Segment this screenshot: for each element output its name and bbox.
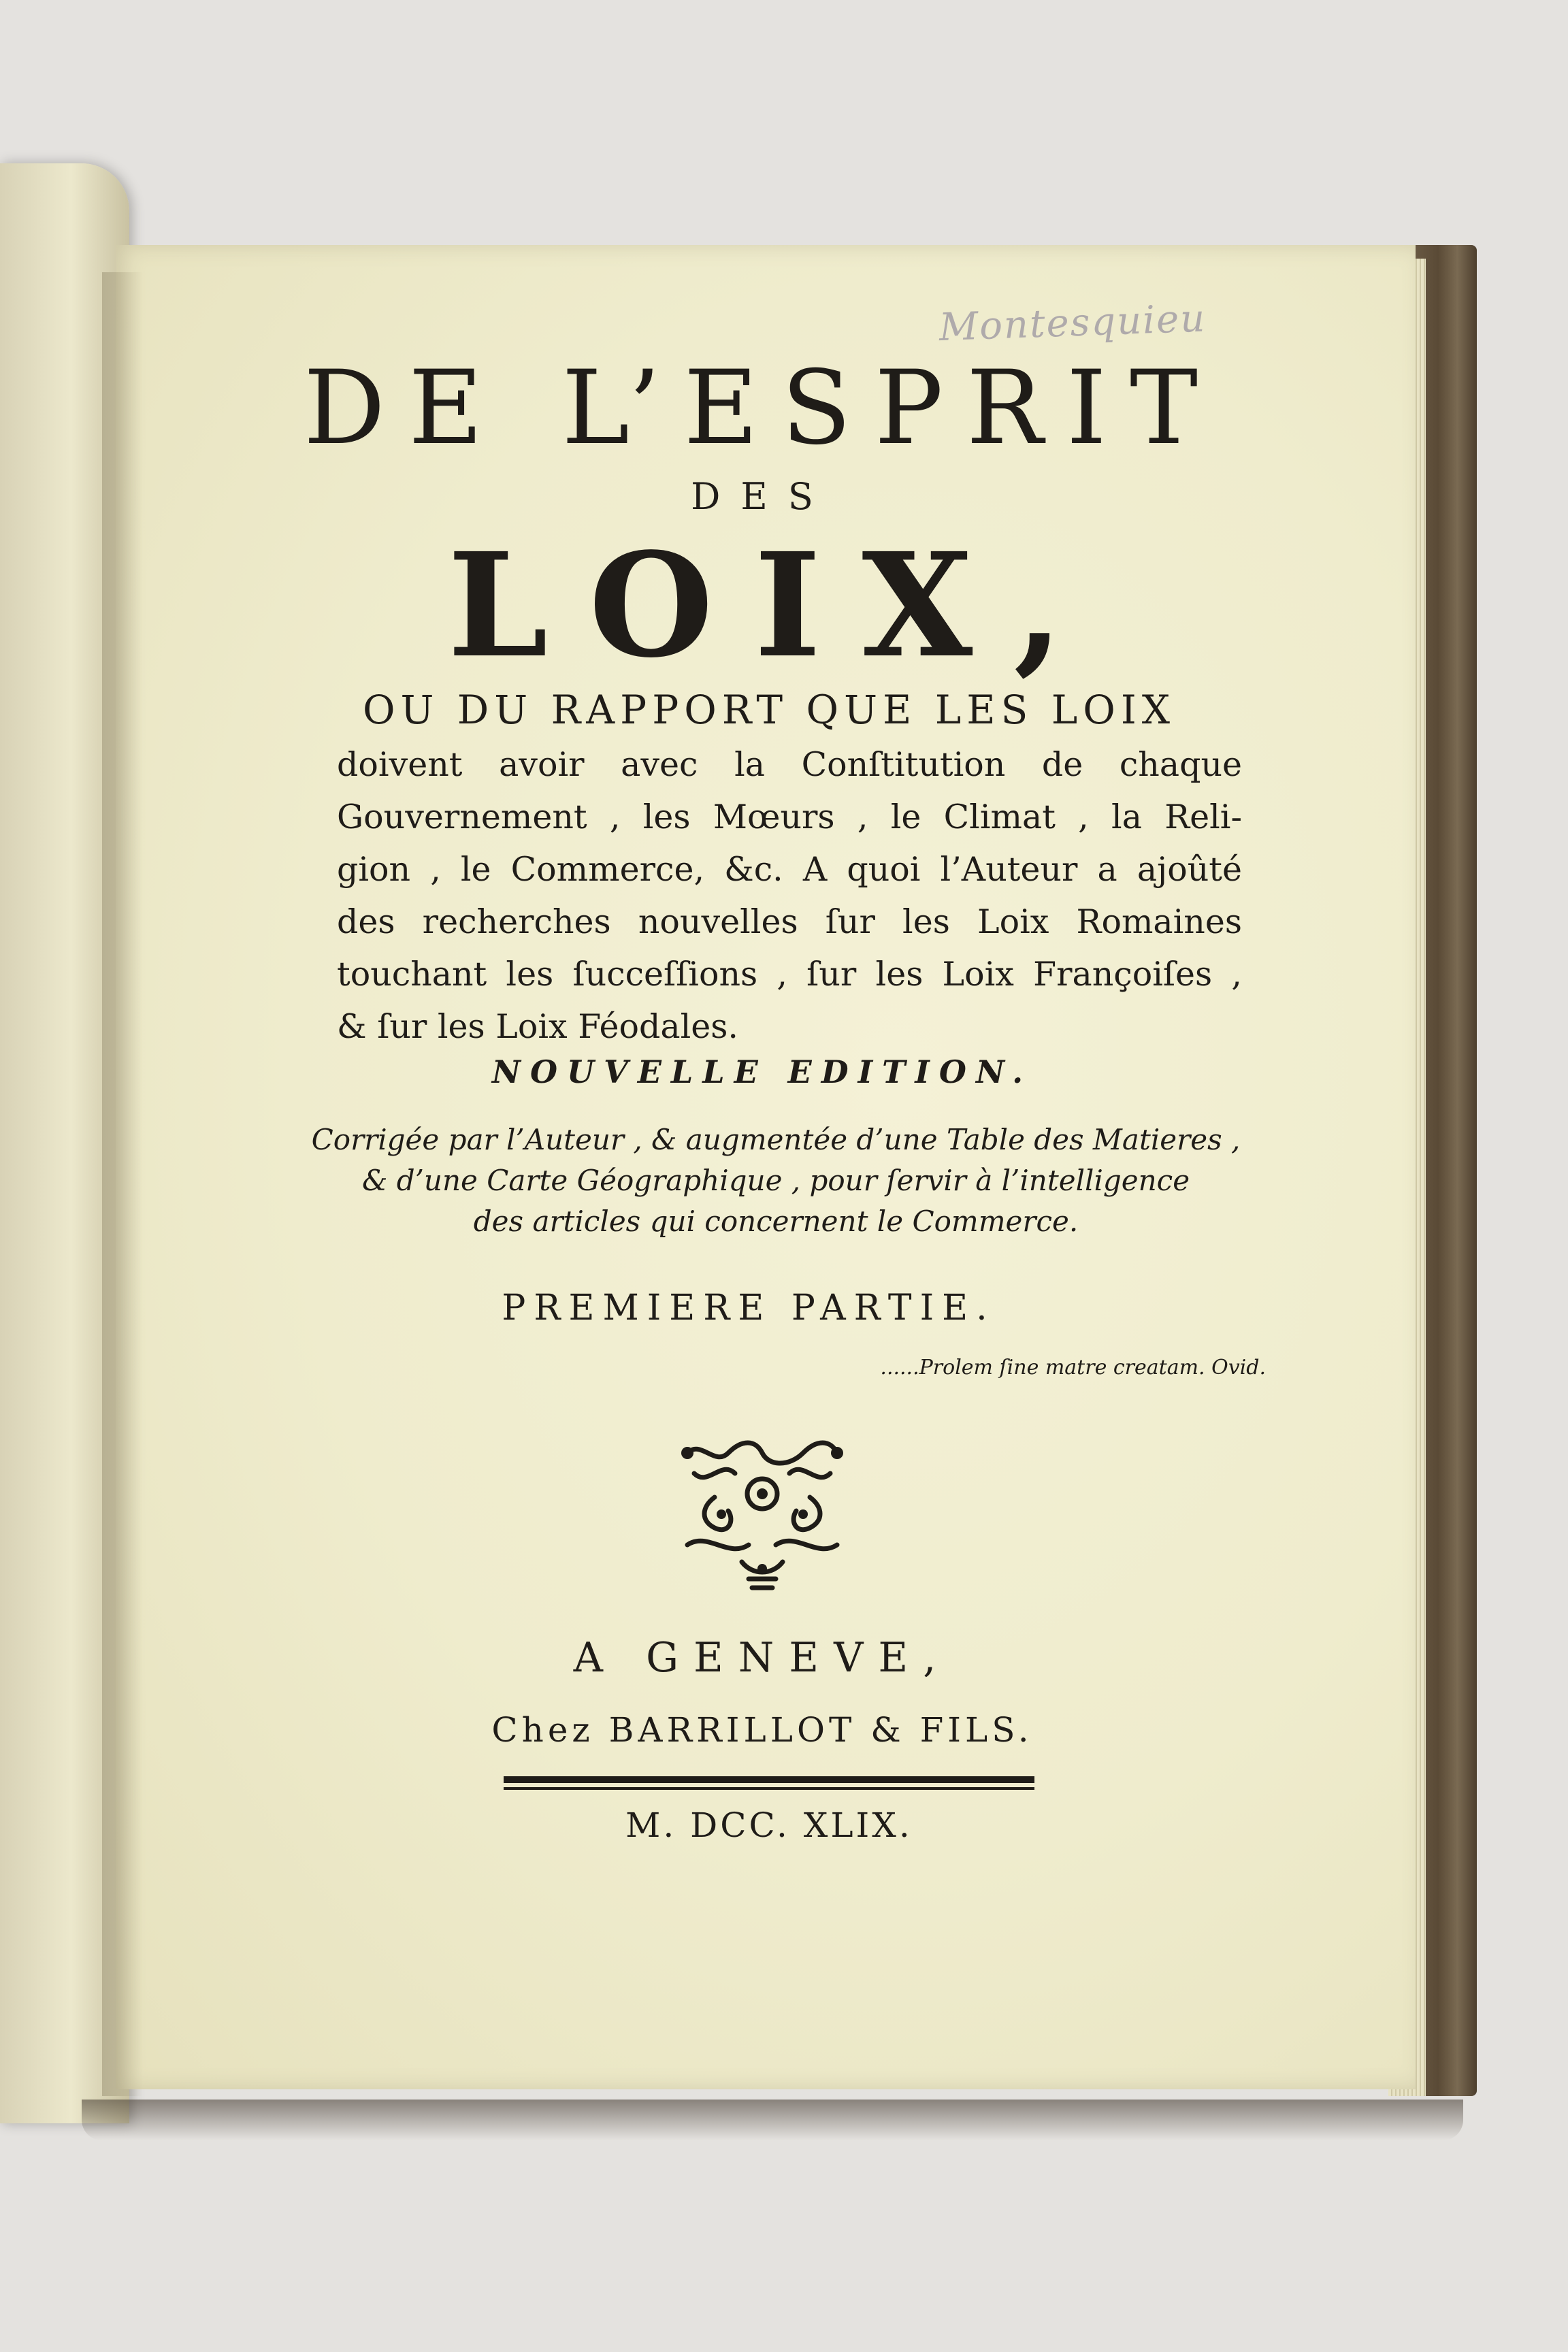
- printers-ornament-icon: [674, 1433, 851, 1596]
- double-rule-thick: [504, 1776, 1034, 1783]
- handwritten-signature: Montesquieu: [938, 296, 1207, 350]
- title-loix: LOIX,: [447, 521, 1105, 689]
- correction-text: [286, 1120, 1266, 1242]
- subtitle-line: touchant les ſucceſſions , ſur les Loix Françoiſes ,: [337, 955, 1242, 994]
- correction-line: & d’une Carte Géographique , pour ſervir à l’intelligence: [361, 1164, 1190, 1197]
- subtitle-line: doivent avoir avec la Conſtitution de chaque: [337, 745, 1242, 784]
- correction-line: Corrigée par l’Auteur , & augmentée d’une Table des Matieres ,: [311, 1123, 1241, 1156]
- double-rule-thin: [504, 1787, 1034, 1790]
- subtitle-line: gion , le Commerce, &c. A quoi l’Auteur a ajoûté: [337, 850, 1242, 889]
- partie-line: PREMIERE PARTIE.: [502, 1288, 996, 1328]
- date-line: M. DCC. XLIX.: [625, 1806, 913, 1845]
- title-des: DES: [691, 475, 834, 518]
- publisher-line: Chez BARRILLOT & FILS.: [491, 1710, 1033, 1750]
- title-de-lesprit: DE L’ESPRIT: [303, 349, 1222, 468]
- subtitle-text: [337, 738, 1242, 1053]
- epigraph: ......Prolem ſine matre creatam. Ovid.: [880, 1356, 1266, 1379]
- correction-line: des articles qui concernent le Commerce.: [473, 1205, 1079, 1238]
- page-gutter: [102, 272, 143, 2096]
- book-bottom-shadow: [82, 2100, 1463, 2140]
- subtitle-line: & ſur les Loix Féodales.: [337, 1007, 738, 1046]
- edition-line: NOUVELLE EDITION.: [491, 1054, 1033, 1090]
- city-line: A GENEVE,: [573, 1634, 951, 1682]
- subtitle-line: des recherches nouvelles ſur les Loix Romaines: [337, 902, 1242, 941]
- subtitle-line: Gouvernement , les Mœurs , le Climat , la Reli-: [337, 798, 1242, 836]
- title-rapport: OU DU RAPPORT QUE LES LOIX: [362, 687, 1176, 733]
